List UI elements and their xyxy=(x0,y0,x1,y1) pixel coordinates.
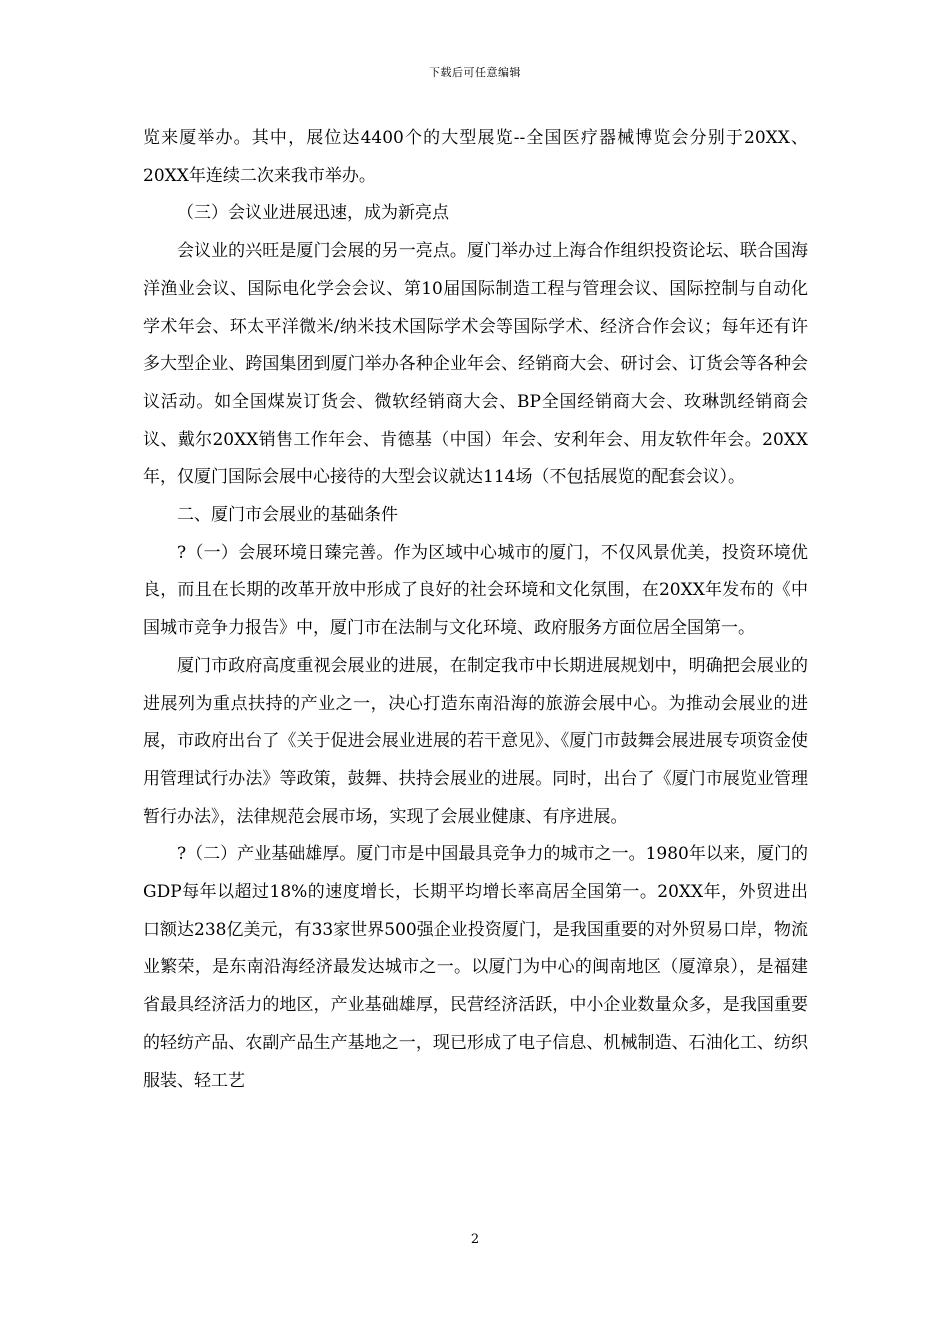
paragraph-government: 厦门市政府高度重视会展业的进展，在制定我市中长期进展规划中，明确把会展业的进展列为重点扶持的产业之一，决心打造东南沿海的旅游会展中心。为推动会展业的进展，市政府出台了《关于促进会展业进展的若干意见》、《厦门市鼓舞会展进展专项资金使用管理试行办法》等政策，鼓舞、扶持会展业的进展。同时，出台了《厦门市展览业管理暂行办法》，法律规范会展市场，实现了会展业健康、有序进展。 xyxy=(143,655,808,827)
document-body xyxy=(143,120,808,1100)
page-number: 2 xyxy=(470,1232,480,1247)
section-heading-conditions: 二、厦门市会展业的基础条件 xyxy=(177,505,398,526)
section-heading-meetings: （三）会议业进展迅速，成为新亮点 xyxy=(177,203,449,224)
page-header: 下载后可任意编辑 xyxy=(429,66,521,79)
paragraph-industry: ?（二）产业基础雄厚。厦门市是中国最具竞争力的城市之一。1980年以来，厦门的GDP每年以超过18%的速度增长，长期平均增长率高居全国第一。20XX年，外贸进出口额达238亿美元，有33家世界500强企业投资厦门，是我国重要的对外贸易口岸，物流业繁荣，是东南沿海经济最发达城市之一。以厦门为中心的闽南地区（厦漳泉），是福建省最具经济活力的地区，产业基础雄厚，民营经济活跃，中小企业数量众多，是我国重要的轻纺产品、农副产品生产基地之一，现已形成了电子信息、机械制造、石油化工、纺织服装、轻工艺 xyxy=(143,844,808,1091)
paragraph-environment: ?（一）会展环境日臻完善。作为区域中心城市的厦门，不仅风景优美，投资环境优良，而且在长期的改革开放中形成了良好的社会环境和文化氛围，在20XX年发布的《中国城市竞争力报告》中，厦门市在法制与文化环境、政府服务方面位居全国第一。 xyxy=(143,542,808,639)
paragraph-continuation: 览来厦举办。其中，展位达4400个的大型展览--全国医疗器械博览会分别于20XX、20XX年连续二次来我市举办。 xyxy=(143,128,808,186)
paragraph-meetings: 会议业的兴旺是厦门会展的另一亮点。厦门举办过上海合作组织投资论坛、联合国海洋渔业会议、国际电化学会会议、第10届国际制造工程与管理会议、国际控制与自动化学术年会、环太平洋微米/纳米技术国际学术会等国际学术、经济合作会议；每年还有许多大型企业、跨国集团到厦门举办各种企业年会、经销商大会、研讨会、订货会等各种会议活动。如全国煤炭订货会、微软经销商大会、BP全国经销商大会、玫琳凯经销商会议、戴尔20XX销售工作年会、肯德基（中国）年会、安利年会、用友软件年会。20XX年，仅厦门国际会展中心接待的大型会议就达114场（不包括展览的配套会议）。 xyxy=(143,241,808,488)
